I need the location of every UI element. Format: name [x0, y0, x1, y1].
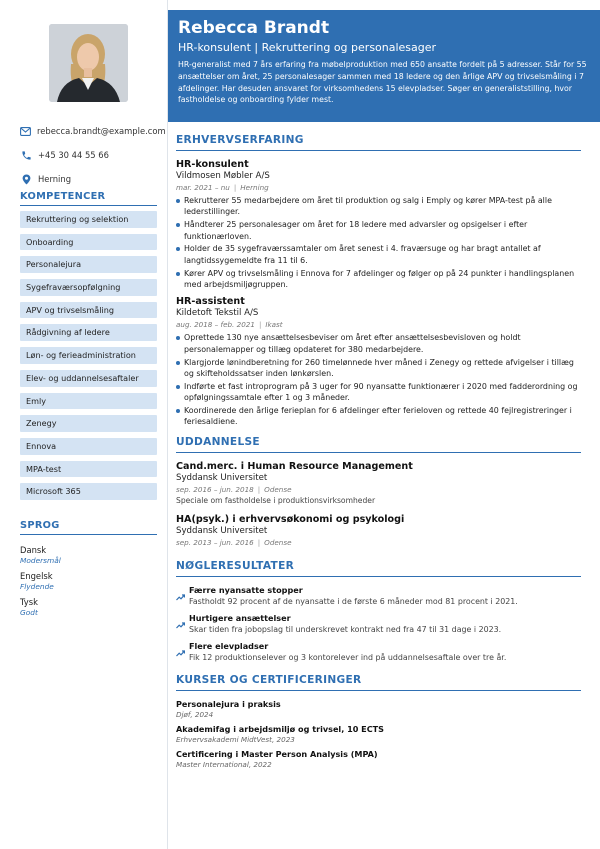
education-heading: UDDANNELSE: [176, 436, 581, 453]
profile-photo: [49, 24, 128, 102]
courses-heading: KURSER OG CERTIFICERINGER: [176, 674, 581, 691]
job-location: Ikast: [265, 320, 283, 330]
result-item: [176, 613, 581, 636]
skills-section: [20, 191, 157, 506]
contact-phone[interactable]: [20, 143, 160, 167]
results-section: [176, 560, 581, 664]
result-item: [176, 585, 581, 608]
bullet-item: Klargjorde lønindberetning for 260 timelønnede hver måned i Zenegy og rettede afvigelser i tillæg og skifteholdssatser inden lønkørslen.: [176, 357, 581, 380]
contact-email[interactable]: [20, 119, 166, 143]
course-title: Akademifag i arbejdsmiljø og trivsel, 10 ECTS: [176, 723, 384, 734]
courses-section: [176, 674, 581, 770]
map-pin-icon: [20, 173, 32, 185]
language-level: Godt: [20, 608, 38, 617]
header-banner: [168, 10, 600, 122]
bullet-item: Rekrutterer 55 medarbejdere om året til produktion og salg i Emply og kører MPA-test på alle lederstillinger.: [176, 195, 581, 218]
languages-section: [20, 520, 157, 623]
language-name: Tysk: [20, 597, 38, 607]
skill-tag: APV og trivselsmåling: [20, 302, 157, 319]
language-item: [20, 597, 157, 618]
course-meta: Erhvervsakademi MidtVest, 2023: [176, 734, 295, 744]
bullet-item: Kører APV og trivselsmåling i Ennova for 7 afdelinger og følger op på 24 punkter i handlingsplanen med arbejdsmiljøgruppen.: [176, 268, 581, 291]
bullet-item: Håndterer 25 personalesager om året for 18 ledere med advarsler og opsigelser i efter funktionærloven.: [176, 219, 581, 242]
skill-tag: Emly: [20, 393, 157, 410]
education-location: Odense: [264, 537, 292, 547]
education-section: [176, 436, 581, 548]
job-bullets: [176, 332, 581, 427]
skill-tag: Rekruttering og selektion: [20, 211, 157, 228]
meta-separator: |: [257, 484, 261, 494]
job-title: HR-konsulent: [176, 159, 249, 170]
result-title: Færre nyansatte stopper: [189, 584, 303, 595]
result-title: Flere elevpladser: [189, 640, 269, 651]
degree-title: Cand.merc. i Human Resource Management: [176, 460, 413, 472]
language-item: [20, 545, 157, 566]
experience-section: [176, 134, 581, 428]
results-heading: NØGLERESULTATER: [176, 560, 581, 577]
skills-heading: KOMPETENCER: [20, 191, 157, 206]
course-item: [176, 699, 581, 720]
trend-up-icon: [176, 585, 185, 608]
trend-up-icon: [176, 613, 185, 636]
education-entry: [176, 461, 581, 506]
email-text: rebecca.brandt@example.com: [37, 126, 166, 136]
education-meta: [176, 537, 581, 548]
language-item: [20, 571, 157, 592]
contact-list: [20, 119, 166, 191]
course-title: Personalejura i praksis: [176, 698, 281, 709]
job-title: HR-assistent: [176, 296, 245, 308]
meta-separator: |: [258, 320, 262, 330]
phone-icon: [20, 149, 32, 161]
course-title: Certificering i Master Person Analysis (MPA): [176, 748, 378, 759]
mail-icon: [20, 125, 31, 137]
skill-tag: Personalejura: [20, 256, 157, 273]
experience-heading: ERHVERVSERFARING: [176, 134, 581, 151]
skill-tag: Sygefraværsopfølgning: [20, 279, 157, 296]
education-note: Speciale om fastholdelse i produktionsvirksomheder: [176, 495, 376, 505]
meta-separator: |: [233, 183, 237, 192]
phone-text: +45 30 44 55 66: [38, 150, 109, 160]
job-location: Herning: [240, 183, 269, 192]
job-meta: [176, 319, 581, 330]
meta-separator: |: [257, 537, 261, 547]
job-company: Kildetoft Tekstil A/S: [176, 308, 259, 319]
sidebar: [0, 0, 168, 849]
education-period: sep. 2016 – jun. 2018: [176, 484, 254, 494]
education-period: sep. 2013 – jun. 2016: [176, 537, 254, 547]
result-title: Hurtigere ansættelser: [189, 612, 291, 623]
language-name: Dansk: [20, 545, 47, 555]
job-entry: [176, 159, 581, 290]
course-meta: Djøf, 2024: [176, 709, 214, 719]
job-entry: [176, 296, 581, 427]
education-location: Odense: [264, 484, 292, 494]
result-item: [176, 641, 581, 664]
skill-tag: MPA-test: [20, 461, 157, 478]
course-item: [176, 724, 581, 745]
education-entry: [176, 514, 581, 548]
skill-tag: Elev- og uddannelsesaftaler: [20, 370, 157, 387]
result-description: Skar tiden fra jobopslag til underskrevet kontrakt ned fra 47 til 31 dage i 2023.: [189, 624, 502, 634]
person-name: Rebecca Brandt: [178, 18, 330, 38]
degree-title: HA(psyk.) i erhvervsøkonomi og psykologi: [176, 513, 405, 525]
trend-up-icon: [176, 641, 185, 664]
course-meta: Master International, 2022: [176, 759, 272, 769]
education-meta: [176, 484, 581, 495]
skill-tag: Rådgivning af ledere: [20, 324, 157, 341]
language-level: Modersmål: [20, 556, 61, 565]
language-name: Engelsk: [20, 571, 53, 581]
school-name: Syddansk Universitet: [176, 472, 268, 483]
language-level: Flydende: [20, 582, 54, 591]
main-content: [176, 134, 581, 774]
skill-tag: Ennova: [20, 438, 157, 455]
job-period: mar. 2021 – nu: [176, 183, 230, 192]
location-text: Herning: [38, 174, 72, 184]
profile-summary: HR-generalist med 7 års erfaring fra møbelproduktion med 650 ansatte fordelt på 5 adresser. Står for 55 ansættelser om året, 25 personalesager sammen med 18 ledere og den årlige APV og trivselsmåling i 7 afdelinger. Har desuden ansvaret for virksomhedens 15 elevpladser. Søger en generaliststilling, hvor fastholdelse og onboarding fylder mest.: [178, 60, 587, 105]
skill-tag: Onboarding: [20, 234, 157, 251]
course-item: [176, 749, 581, 770]
bullet-item: Koordinerede den årlige ferieplan for 6 afdelinger efter ferieloven og rettede 40 fejlregistreringer i feriesaldiene.: [176, 405, 581, 428]
skill-tag: Løn- og ferieadministration: [20, 347, 157, 364]
skill-tag: Microsoft 365: [20, 483, 157, 500]
skill-tag: Zenegy: [20, 415, 157, 432]
languages-heading: SPROG: [20, 520, 157, 535]
person-headline: HR-konsulent | Rekruttering og personalesager: [178, 41, 437, 54]
school-name: Syddansk Universitet: [176, 525, 268, 536]
contact-location: [20, 167, 160, 191]
job-company: Vildmosen Møbler A/S: [176, 171, 270, 181]
bullet-item: Indførte et fast introprogram på 3 uger for 90 nyansatte funktionærer i 2020 med fadderordning og opfølgningssamtale efter 1 og 3 måneder.: [176, 381, 581, 404]
result-description: Fik 12 produktionselever og 3 kontorelever ind på uddannelsesaftale over tre år.: [189, 652, 507, 662]
bullet-item: Holder de 35 sygefraværssamtaler om året senest i 4. fraværsuge og har bragt antallet af langtidssygemeldte fra 11 til 6.: [176, 243, 581, 266]
job-bullets: [176, 195, 581, 290]
job-meta: [176, 182, 581, 193]
result-description: Fastholdt 92 procent af de nyansatte i de første 6 måneder mod 81 procent i 2021.: [189, 596, 518, 606]
bullet-item: Oprettede 130 nye ansættelsesbeviser om året efter ansættelsesbevisloven og holdt personalemapper og tillæg opdateret for 380 medarbejdere.: [176, 332, 581, 355]
job-period: aug. 2018 – feb. 2021: [176, 320, 255, 330]
